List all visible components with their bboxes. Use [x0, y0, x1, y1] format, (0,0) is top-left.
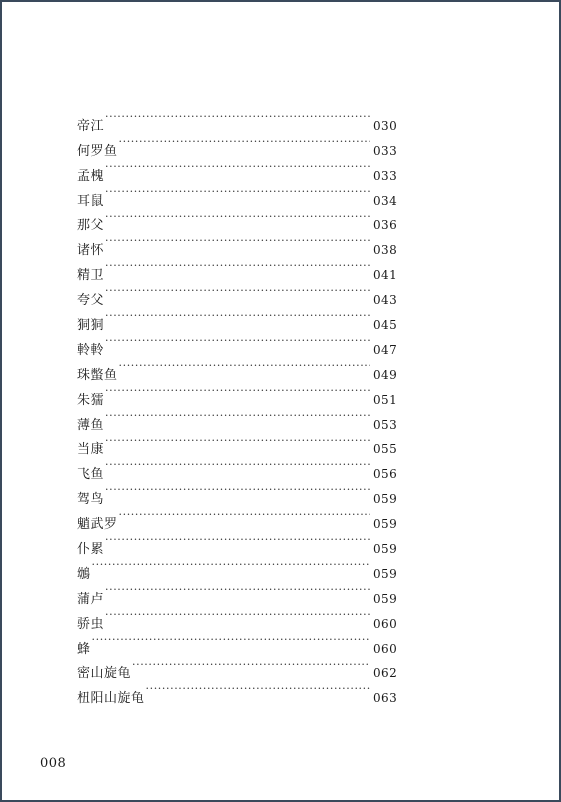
toc-entry-title: 鴢	[77, 566, 91, 582]
toc-entry-page: 036	[373, 218, 398, 233]
toc-entry-page: 059	[373, 492, 398, 507]
toc-entry	[77, 155, 398, 184]
toc-entry-title: 軨軨	[77, 342, 105, 358]
dot-leader	[105, 603, 370, 628]
toc-entry	[77, 130, 398, 159]
page-number: 008	[40, 756, 67, 771]
toc-entry	[77, 379, 398, 408]
dot-leader	[105, 429, 370, 454]
toc-entry	[77, 478, 398, 508]
toc-entry-page: 047	[373, 342, 398, 357]
toc-entry-title: 薄鱼	[77, 417, 105, 433]
dot-leader	[105, 180, 370, 205]
toc-entry-title: 夸父	[77, 293, 105, 309]
toc-entry-title: 蜂	[77, 641, 91, 657]
toc-entry	[77, 254, 398, 284]
toc-entry-page: 041	[373, 268, 398, 283]
dot-leader	[105, 453, 370, 478]
toc-entry	[77, 653, 398, 682]
toc-entry-title: 那父	[77, 218, 105, 234]
toc-entry-page: 038	[373, 243, 398, 258]
table-of-contents	[77, 105, 398, 707]
toc-entry-title: 仆累	[77, 542, 105, 558]
toc-entry	[77, 180, 398, 209]
toc-entry-page: 060	[373, 616, 398, 631]
toc-entry-page: 051	[373, 392, 398, 407]
dot-leader	[105, 254, 370, 279]
dot-leader	[92, 553, 370, 578]
toc-entry-page: 059	[373, 566, 398, 581]
toc-entry-title: 蒲卢	[77, 591, 105, 607]
toc-entry-title: 孟槐	[77, 168, 105, 184]
dot-leader	[105, 105, 370, 130]
toc-entry-title: 当康	[77, 442, 105, 458]
toc-entry-page: 063	[373, 691, 398, 706]
dot-leader	[105, 379, 370, 404]
dot-leader	[92, 628, 370, 653]
toc-entry-title: 诸怀	[77, 243, 105, 259]
toc-entry-title: 魈武罗	[77, 517, 118, 533]
toc-entry	[77, 578, 398, 607]
toc-entry-title: 精卫	[77, 268, 105, 284]
toc-entry-title: 帝江	[77, 118, 105, 134]
dot-leader	[119, 503, 370, 528]
toc-entry-page: 059	[373, 517, 398, 532]
toc-entry-page: 055	[373, 442, 398, 457]
dot-leader	[105, 528, 370, 553]
toc-entry	[77, 354, 398, 383]
toc-entry-title: 何罗鱼	[77, 143, 118, 159]
toc-entry	[77, 429, 398, 458]
toc-entry-title: 耳鼠	[77, 193, 105, 209]
toc-entry-page: 059	[373, 591, 398, 606]
dot-leader	[119, 354, 370, 379]
toc-entry-page: 049	[373, 367, 398, 382]
toc-entry	[77, 603, 398, 632]
toc-entry-title: 驾鸟	[77, 492, 105, 508]
toc-entry-page: 056	[373, 467, 398, 482]
toc-entry-title: 飞鱼	[77, 467, 105, 483]
toc-entry	[77, 105, 398, 134]
dot-leader	[105, 155, 370, 180]
toc-entry-title: 朱獳	[77, 392, 105, 408]
toc-entry	[77, 279, 398, 309]
toc-entry	[77, 628, 398, 657]
toc-entry-page: 045	[373, 318, 398, 333]
toc-entry	[77, 528, 398, 558]
toc-entry-title: 密山旋龟	[77, 666, 132, 682]
toc-entry-page: 060	[373, 641, 398, 656]
toc-entry	[77, 304, 398, 334]
toc-entry-title: 杻阳山旋龟	[77, 691, 145, 707]
toc-entry	[77, 229, 398, 259]
dot-leader	[105, 279, 370, 304]
toc-entry	[77, 553, 398, 582]
dot-leader	[132, 653, 370, 678]
dot-leader	[105, 329, 370, 354]
dot-leader	[105, 404, 370, 429]
toc-entry-page: 053	[373, 417, 398, 432]
dot-leader	[105, 205, 370, 230]
toc-entry-page: 059	[373, 542, 398, 557]
toc-entry	[77, 404, 398, 433]
toc-entry-page: 030	[373, 118, 398, 133]
dot-leader	[146, 677, 370, 702]
toc-entry	[77, 503, 398, 533]
toc-entry-page: 034	[373, 193, 398, 208]
dot-leader	[105, 304, 370, 329]
toc-entry-page: 043	[373, 293, 398, 308]
toc-entry-page: 062	[373, 666, 398, 681]
dot-leader	[119, 130, 370, 155]
dot-leader	[105, 229, 370, 254]
toc-entry	[77, 453, 398, 483]
toc-entry-title: 骄虫	[77, 616, 105, 632]
toc-entry-title: 珠蟞鱼	[77, 367, 118, 383]
toc-entry-page: 033	[373, 168, 398, 183]
toc-entry	[77, 205, 398, 234]
toc-entry	[77, 329, 398, 358]
toc-entry-title: 狪狪	[77, 318, 105, 334]
dot-leader	[105, 478, 370, 503]
toc-entry-page: 033	[373, 143, 398, 158]
dot-leader	[105, 578, 370, 603]
